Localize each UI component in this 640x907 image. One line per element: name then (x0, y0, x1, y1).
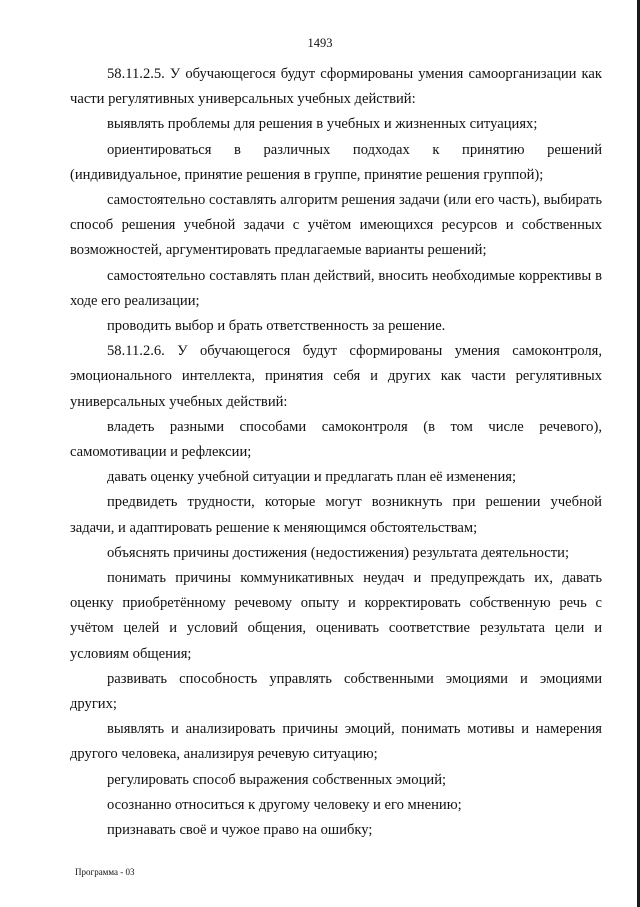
paragraph-item: самостоятельно составлять алгоритм решения задачи (или его часть), выбирать способ решения учебной задачи с учётом имеющихся ресурсов и собственных возможностей, аргументировать предлагаемые варианты решений; (70, 192, 602, 259)
paragraph-item: регулировать способ выражения собственных эмоций; (107, 771, 447, 788)
paragraph-item: признавать своё и чужое право на ошибку; (107, 822, 373, 839)
paragraph-item: развивать способность управлять собственными эмоциями и эмоциями других; (70, 670, 602, 713)
paragraph-item: выявлять и анализировать причины эмоций, понимать мотивы и намерения другого человека, анализируя речевую ситуацию; (70, 721, 602, 763)
footer-program-label: Программа - 03 (75, 867, 135, 877)
document-body (70, 62, 602, 843)
paragraph-item: понимать причины коммуникативных неудач и предупреждать их, давать оценку приобретённому речевому опыту и корректировать собственную речь с учётом целей и условий общения, оценивать соответствие результата цели и условиям общения; (70, 570, 602, 662)
paragraph-item: самостоятельно составлять план действий, вносить необходимые коррективы в ходе его реализации; (70, 267, 602, 309)
paragraph-self-control-heading: 58.11.2.6. У обучающегося будут сформированы умения самоконтроля, эмоционального интеллекта, принятия себя и других как части регулятивных универсальных учебных действий: (70, 343, 602, 410)
paragraph-item: ориентироваться в различных подходах к принятию решений (индивидуальное, принятие решения в группе, принятие решения группой); (70, 141, 602, 183)
paragraph-item: владеть разными способами самоконтроля (в том числе речевого), самомотивации и рефлексии; (70, 418, 602, 461)
paragraph-item: проводить выбор и брать ответственность за решение. (107, 318, 446, 335)
page-number: 1493 (307, 36, 333, 50)
paragraph-item: давать оценку учебной ситуации и предлагать план её изменения; (107, 469, 517, 486)
paragraph-item: выявлять проблемы для решения в учебных и жизненных ситуациях; (107, 116, 538, 133)
paragraph-item: предвидеть трудности, которые могут возникнуть при решении учебной задачи, и адаптировать решение к меняющимся обстоятельствам; (70, 494, 602, 536)
paragraph-item: объяснять причины достижения (недостижения) результата деятельности; (107, 544, 570, 561)
paragraph-self-organization-heading: 58.11.2.5. У обучающегося будут сформированы умения самоорганизации как части регулятивных универсальных учебных действий: (70, 66, 602, 108)
paragraph-item: осознанно относиться к другому человеку и его мнению; (107, 796, 462, 813)
